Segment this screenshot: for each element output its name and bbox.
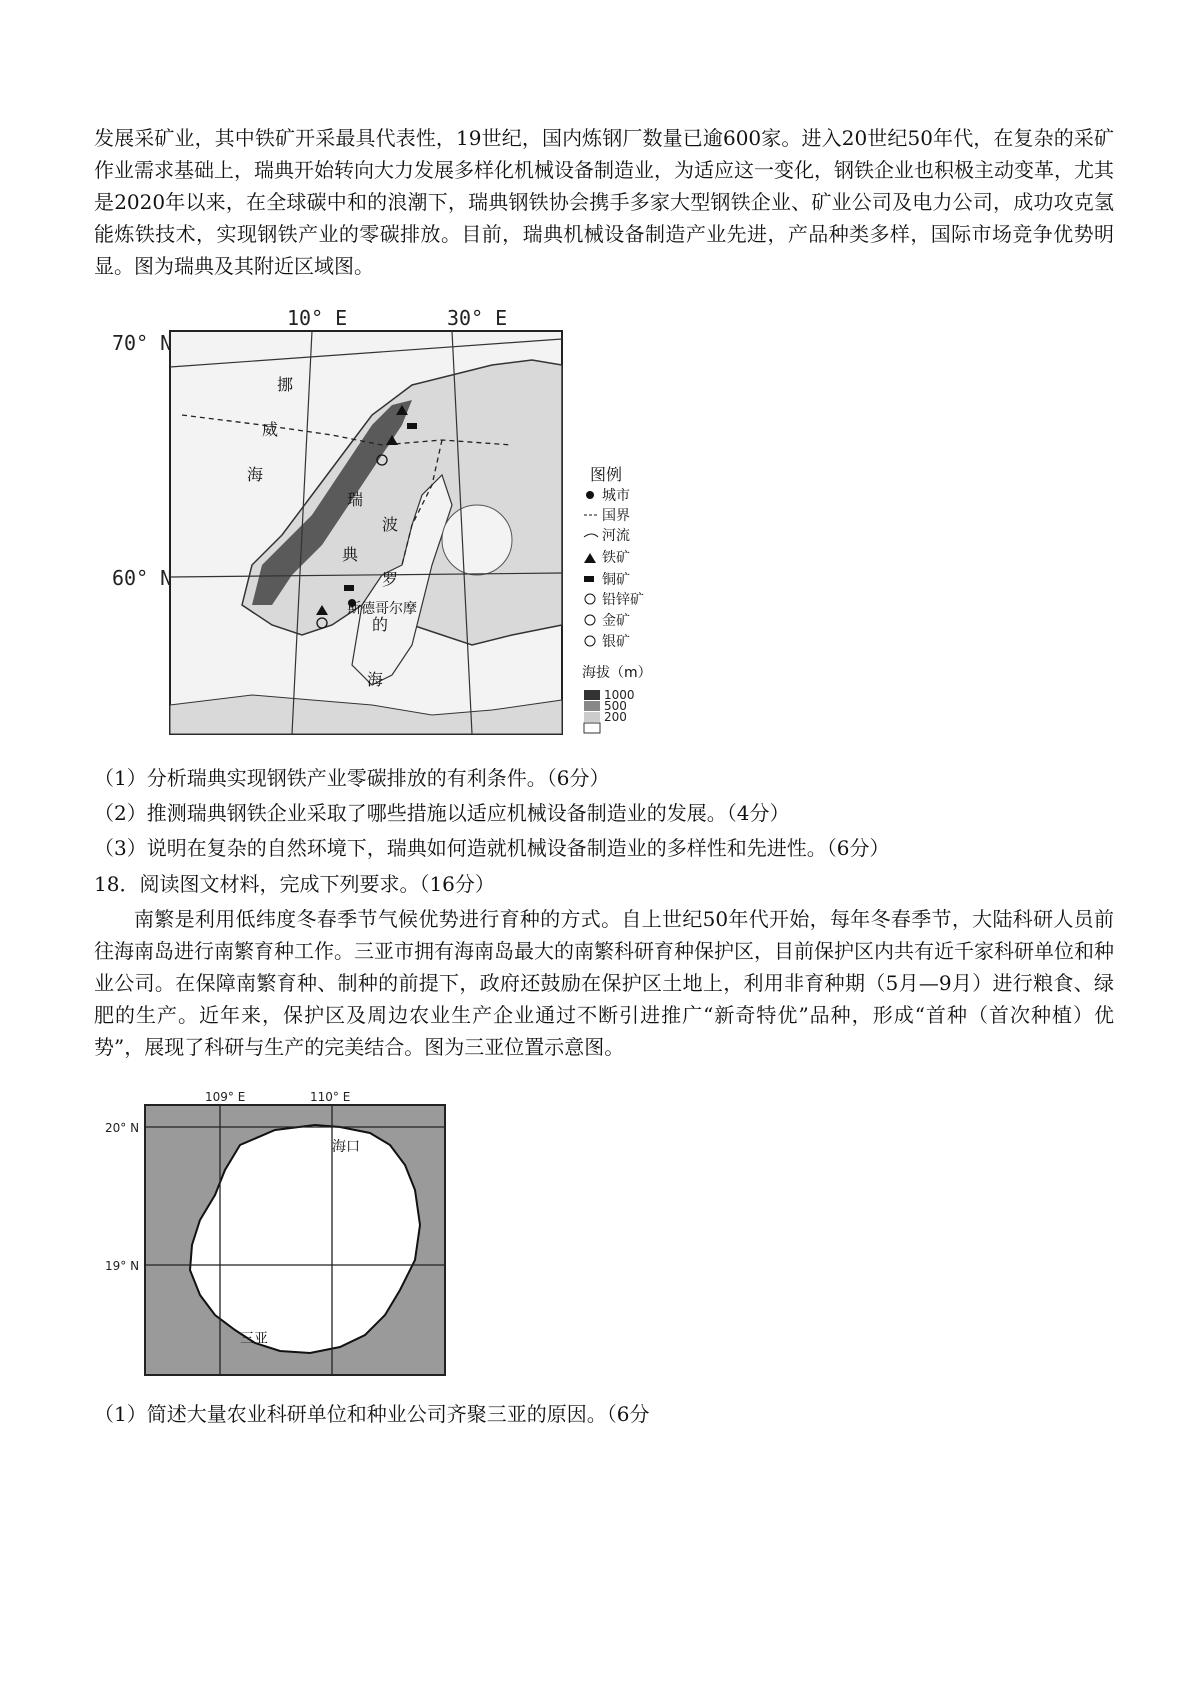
sweden-region-map [112, 305, 672, 745]
city-label-haikou: 海口 [332, 1139, 360, 1155]
legend-item: 铜矿 [602, 572, 630, 588]
sea-label-char: 海 [367, 670, 384, 689]
q17-question-2: （2）推测瑞典钢铁企业采取了哪些措施以适应机械设备制造业的发展。（4分） [94, 801, 790, 825]
sea-label-char: 典 [342, 545, 359, 564]
sea-label-char: 挪 [277, 375, 294, 394]
q18-material-paragraph: 南繁是利用低纬度冬春季节气候优势进行育种的方式。自上世纪50年代开始，每年冬春季节，大陆科研人员前往海南岛进行南繁育种工作。三亚市拥有海南岛最大的南繁科研育种保护区，目前保护区内共有近千家科研单位和种业公司。在保障南繁育种、制种的前提下，政府还鼓励在保护区土地上，利用非育种期（5月—9月）进行粮食、绿肥的生产。近年来，保护区及周边农业生产企业通过不断引进推广“新奇特优”品种，形成“首种（首次种植）优势”，展现了科研与生产的完美结合。图为三亚位置示意图。 [94, 907, 1114, 1059]
legend-item: 银矿 [602, 634, 630, 650]
lat-label-19n: 19° N [105, 1259, 140, 1273]
q17-question-1: （1）分析瑞典实现钢铁产业零碳排放的有利条件。（6分） [94, 766, 610, 790]
map-legend [582, 465, 652, 733]
q17-question-3: （3）说明在复杂的自然环境下，瑞典如何造就机械设备制造业的多样性和先进性。（6分） [94, 836, 890, 860]
city-label-stockholm: 斯德哥尔摩 [347, 601, 417, 617]
sea-label-char: 海 [247, 465, 264, 484]
sea-label-char: 波 [382, 515, 399, 534]
legend-item: 城市 [602, 488, 630, 504]
elevation-value: 1000 [604, 688, 635, 702]
elevation-value: 200 [604, 710, 627, 724]
legend-item: 铅锌矿 [602, 592, 644, 608]
sea-label-char: 的 [372, 615, 389, 634]
elevation-legend-title: 海拔（m） [582, 665, 652, 681]
legend-item: 河流 [602, 528, 630, 544]
lat-label-20n: 20° N [105, 1121, 140, 1135]
sanya-location-map [100, 1085, 480, 1380]
lon-label-109e: 109° E [205, 1090, 246, 1104]
city-label-sanya: 三亚 [240, 1331, 268, 1347]
lon-label-10e: 10° E [287, 306, 348, 330]
elevation-value: 500 [604, 699, 627, 713]
q17-material-paragraph: 发展采矿业，其中铁矿开采最具代表性，19世纪，国内炼钢厂数量已逾600家。进入20世纪50年代，在复杂的采矿作业需求基础上，瑞典开始转向大力发展多样化机械设备制造业，为适应这一变化，钢铁企业也积极主动变革，尤其是2020年以来，在全球碳中和的浪潮下，瑞典钢铁协会携手多家大型钢铁企业、矿业公司及电力公司，成功攻克氢能炼铁技术，实现钢铁产业的零碳排放。目前，瑞典机械设备制造产业先进，产品种类多样，国际市场竞争优势明显。图为瑞典及其附近区域图。 [94, 126, 1114, 278]
lon-label-110e: 110° E [310, 1090, 351, 1104]
legend-title: 图例 [590, 465, 623, 484]
sea-label-char: 威 [262, 420, 279, 439]
lat-label-70n: 70° N [112, 331, 173, 355]
legend-item: 铁矿 [602, 550, 630, 566]
sea-label-char: 罗 [382, 570, 399, 589]
q18-heading: 18．阅读图文材料，完成下列要求。（16分） [94, 872, 495, 896]
legend-item: 国界 [602, 508, 630, 524]
sea-label-char: 瑞 [347, 490, 364, 509]
lat-label-60n: 60° N [112, 566, 173, 590]
q18-question-1: （1）简述大量农业科研单位和种业公司齐聚三亚的原因。（6分 [94, 1402, 650, 1426]
lon-label-30e: 30° E [447, 306, 508, 330]
legend-item: 金矿 [602, 613, 630, 629]
